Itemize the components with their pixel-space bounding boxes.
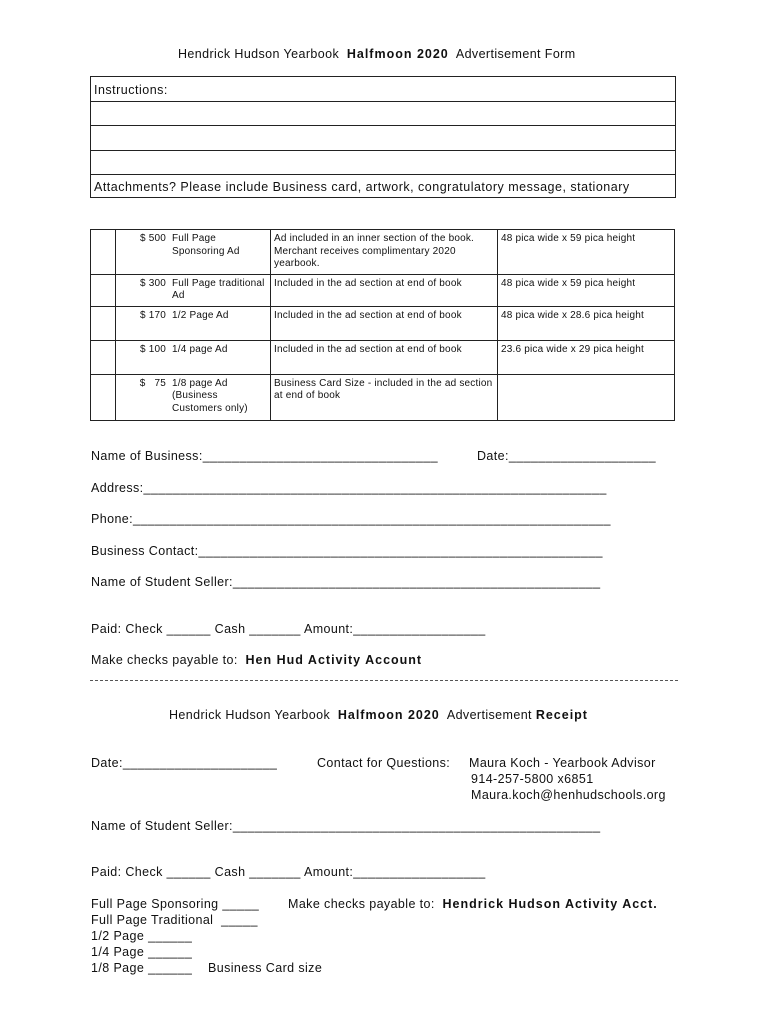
receipt-full-traditional[interactable]: Full Page Traditional _____ xyxy=(91,913,258,927)
payable-to xyxy=(91,653,422,667)
receipt-title-bold2: Receipt xyxy=(535,708,588,722)
ad-row-100 xyxy=(91,340,675,374)
contact-phone: 914-257-5800 x6851 xyxy=(471,772,594,786)
checkbox-170[interactable] xyxy=(91,306,116,340)
business-name-field[interactable]: Name of Business:________________________________ xyxy=(91,449,438,463)
checkbox-100[interactable] xyxy=(91,340,116,374)
ad-size: 48 pica wide x 28.6 pica height xyxy=(498,306,675,340)
payment-field[interactable]: Paid: Check ______ Cash _______ Amount:__________________ xyxy=(91,622,486,636)
ad-type: 1/8 page Ad (Business Customers only) xyxy=(169,374,271,420)
ad-description: Business Card Size - included in the ad section at end of book xyxy=(271,374,498,420)
ad-type: Full Page traditional Ad xyxy=(169,274,271,306)
ad-row-75 xyxy=(91,374,675,420)
attachments-label: Attachments? Please include Business card, artwork, congratulatory message, stationary xyxy=(94,180,630,194)
ad-price: $ 500 xyxy=(116,230,170,275)
form-title-suffix: Advertisement Form xyxy=(455,47,576,61)
instructions-line-2[interactable] xyxy=(91,125,675,126)
receipt-seller-field[interactable]: Name of Student Seller:__________________________________________________ xyxy=(91,819,601,833)
receipt-business-card-size: Business Card size xyxy=(208,961,323,975)
receipt-payable-bold: Hendrick Hudson Activity Acct. xyxy=(442,897,658,911)
ad-description: Included in the ad section at end of book xyxy=(271,306,498,340)
form-title-prefix: Hendrick Hudson Yearbook xyxy=(178,47,340,61)
payable-prefix: Make checks payable to: xyxy=(91,653,238,667)
instructions-line-1[interactable] xyxy=(91,101,675,102)
ad-type: Full Page Sponsoring Ad xyxy=(169,230,271,275)
ad-description: Included in the ad section at end of book xyxy=(271,340,498,374)
date-field[interactable]: Date:____________________ xyxy=(477,449,656,463)
ad-type: 1/4 page Ad xyxy=(169,340,271,374)
checkbox-300[interactable] xyxy=(91,274,116,306)
ad-size: 48 pica wide x 59 pica height xyxy=(498,274,675,306)
ad-price: $ 300 xyxy=(116,274,170,306)
payable-bold: Hen Hud Activity Account xyxy=(245,653,423,667)
instructions-line-3[interactable] xyxy=(91,150,675,151)
ad-price: $ 75 xyxy=(116,374,170,420)
ad-price: $ 170 xyxy=(116,306,170,340)
ad-description: Ad included in an inner section of the book. Merchant receives complimentary 2020 yearbook. xyxy=(271,230,498,275)
form-title xyxy=(178,47,576,61)
receipt-title-bold: Halfmoon 2020 xyxy=(337,708,440,722)
student-seller-field[interactable]: Name of Student Seller:__________________________________________________ xyxy=(91,575,601,589)
ad-size: 48 pica wide x 59 pica height xyxy=(498,230,675,275)
attachments-row xyxy=(91,174,675,175)
receipt-payable-to xyxy=(288,897,658,911)
receipt-payable-prefix: Make checks payable to: xyxy=(288,897,435,911)
checkbox-75[interactable] xyxy=(91,374,116,420)
phone-field[interactable]: Phone:_________________________________________________________________ xyxy=(91,512,611,526)
receipt-date-field[interactable]: Date:_____________________ xyxy=(91,756,278,770)
ad-row-170 xyxy=(91,306,675,340)
address-field[interactable]: Address:_______________________________________________________________ xyxy=(91,481,607,495)
receipt-title-mid: Advertisement xyxy=(446,708,532,722)
receipt-half-page[interactable]: 1/2 Page ______ xyxy=(91,929,193,943)
contact-email: Maura.koch@henhudschools.org xyxy=(471,788,666,802)
ad-row-300 xyxy=(91,274,675,306)
receipt-payment-field[interactable]: Paid: Check ______ Cash _______ Amount:__________________ xyxy=(91,865,486,879)
instructions-box xyxy=(90,76,676,198)
ad-size: 23.6 pica wide x 29 pica height xyxy=(498,340,675,374)
ad-price: $ 100 xyxy=(116,340,170,374)
receipt-eighth-page[interactable]: 1/8 Page ______ xyxy=(91,961,193,975)
checkbox-500[interactable] xyxy=(91,230,116,275)
contact-name: Maura Koch - Yearbook Advisor xyxy=(469,756,656,770)
ad-options-table xyxy=(90,229,675,421)
contact-label: Contact for Questions: xyxy=(317,756,451,770)
receipt-title xyxy=(169,708,588,722)
receipt-quarter-page[interactable]: 1/4 Page ______ xyxy=(91,945,193,959)
receipt-full-sponsoring[interactable]: Full Page Sponsoring _____ xyxy=(91,897,260,911)
business-contact-field[interactable]: Business Contact:_______________________________________________________ xyxy=(91,544,603,558)
cut-line-divider xyxy=(90,680,678,681)
receipt-title-prefix: Hendrick Hudson Yearbook xyxy=(169,708,331,722)
ad-description: Included in the ad section at end of book xyxy=(271,274,498,306)
ad-row-500 xyxy=(91,230,675,275)
form-title-bold: Halfmoon 2020 xyxy=(346,47,449,61)
instructions-label: Instructions: xyxy=(94,83,168,97)
ad-size xyxy=(498,374,675,420)
ad-type: 1/2 Page Ad xyxy=(169,306,271,340)
